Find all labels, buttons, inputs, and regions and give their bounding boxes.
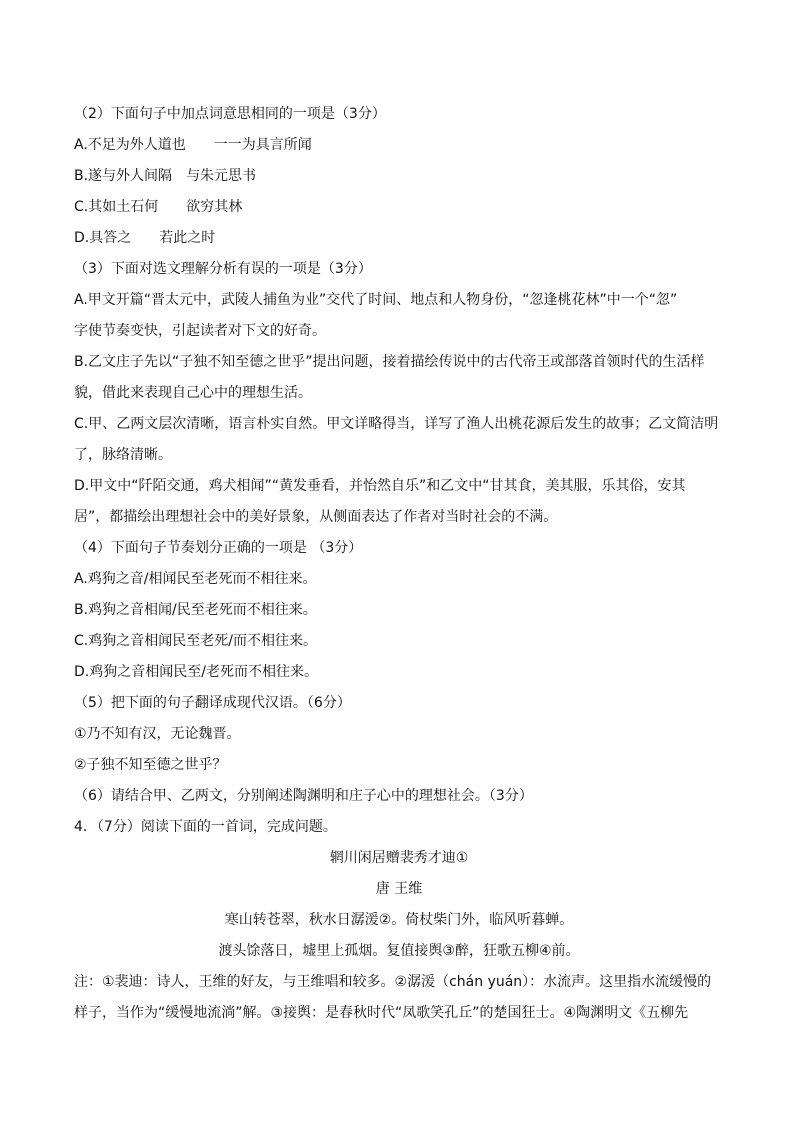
line-text-secondary: 若此之时: [159, 230, 216, 246]
line-text: ①乃不知有汉，无论魏晋。: [74, 726, 241, 742]
text-line: [74, 874, 724, 905]
line-text: ②子独不知至德之世乎？: [74, 757, 227, 773]
text-line: [74, 657, 724, 688]
line-text-secondary: 与朱元思书: [186, 168, 257, 184]
line-text: A.不足为外人道也: [74, 137, 186, 153]
text-line: [74, 595, 724, 626]
line-text: （5）把下面的句子翻译成现代汉语。（6分）: [74, 695, 351, 711]
line-text: B.乙文庄子先以“子独不知至德之世乎”提出问题，接着描绘传说中的古代帝王或部落首领时代的生活样: [74, 354, 705, 370]
line-text: B.遂与外人间隔: [74, 168, 173, 184]
text-line: [74, 254, 724, 285]
line-text: （2）下面句子中加点词意思相同的一项是（3分）: [74, 106, 386, 122]
text-line: [74, 750, 724, 781]
line-text: D.甲文中“阡陌交通，鸡犬相闻”“黄发垂看，并怡然自乐”和乙文中“甘其食，美其服，乐其俗，安其: [74, 478, 686, 494]
line-text: B.鸡狗之音相闻/民至老死而不相往来。: [74, 602, 317, 618]
text-line: [74, 998, 724, 1029]
line-text: C.甲、乙两文层次清晰，语言朴实自然。甲文详略得当，详写了渔人出桃花源后发生的故事；乙文简洁明: [74, 416, 719, 432]
line-text: A.鸡狗之音/相闻民至老死而不相往来。: [74, 571, 317, 587]
text-line: [74, 378, 724, 409]
line-text: 辋川闲居赠裴秀才迪①: [329, 850, 469, 866]
text-line: [74, 626, 724, 657]
line-text: （6）请结合甲、乙两文，分别阐述陶渊明和庄子心中的理想社会。（3分）: [74, 788, 533, 804]
text-line: [74, 502, 724, 533]
line-text: 寒山转苍翠，秋水日潺湲②。倚杖柴门外，临风听暮蝉。: [224, 912, 574, 928]
line-text: 貌，借此来表现自己心中的理想生活。: [74, 385, 312, 401]
text-line: [74, 533, 724, 564]
line-text-secondary: 欲穷其林: [186, 199, 243, 215]
text-line: [74, 99, 724, 130]
line-text: 4．（7分）阅读下面的一首词，完成问题。: [74, 819, 337, 835]
line-text: （4）下面句子节奏划分正确的一项是 （3分）: [74, 540, 363, 556]
document-body: [74, 99, 724, 1029]
line-text: 了，脉络清晰。: [74, 447, 172, 463]
text-line: [74, 688, 724, 719]
line-text: D.具答之: [74, 230, 132, 246]
line-text: C.鸡狗之音相闻民至老死/而不相往来。: [74, 633, 317, 649]
line-text: D.鸡狗之音相闻民至/老死而不相往来。: [74, 664, 318, 680]
text-line: [74, 812, 724, 843]
text-line: [74, 347, 724, 378]
text-line: [74, 719, 724, 750]
line-text-secondary: 一一为具言所闻: [213, 137, 312, 153]
text-line: [74, 843, 724, 874]
line-text: A.甲文开篇“晋太元中，武陵人捕鱼为业”交代了时间、地点和人物身份，“忽逢桃花林”中一个“忽”: [74, 292, 678, 308]
line-text: 唐 王维: [375, 881, 423, 897]
text-line: [74, 192, 724, 223]
line-text: 字使节奏变快，引起读者对下文的好奇。: [74, 323, 326, 339]
text-line: [74, 564, 724, 595]
line-text: C.其如土石何: [74, 199, 159, 215]
text-line: [74, 471, 724, 502]
text-line: [74, 905, 724, 936]
text-line: [74, 967, 724, 998]
text-line: [74, 223, 724, 254]
line-text: 居”，都描绘出理想社会中的美好景象，从侧面表达了作者对当时社会的不满。: [74, 509, 558, 525]
text-line: [74, 409, 724, 440]
text-line: [74, 781, 724, 812]
text-line: [74, 161, 724, 192]
text-line: [74, 316, 724, 347]
line-text: 样子，当作为“缓慢地流淌”解。③接舆：是春秋时代“凤歌笑孔丘”的楚国狂士。④陶渊明文《五柳先: [74, 1005, 689, 1021]
text-line: [74, 936, 724, 967]
line-text: （3）下面对选文理解分析有误的一项是（3分）: [74, 261, 372, 277]
line-text: 渡头馀落日，墟里上孤烟。复值接舆③醉，狂歌五柳④前。: [218, 943, 580, 959]
text-line: [74, 440, 724, 471]
text-line: [74, 130, 724, 161]
text-line: [74, 285, 724, 316]
line-text: 注：①裴迪：诗人，王维的好友，与王维唱和较多。②潺湲（chán yuán）：水流声。这里指水流缓慢的: [74, 974, 712, 990]
